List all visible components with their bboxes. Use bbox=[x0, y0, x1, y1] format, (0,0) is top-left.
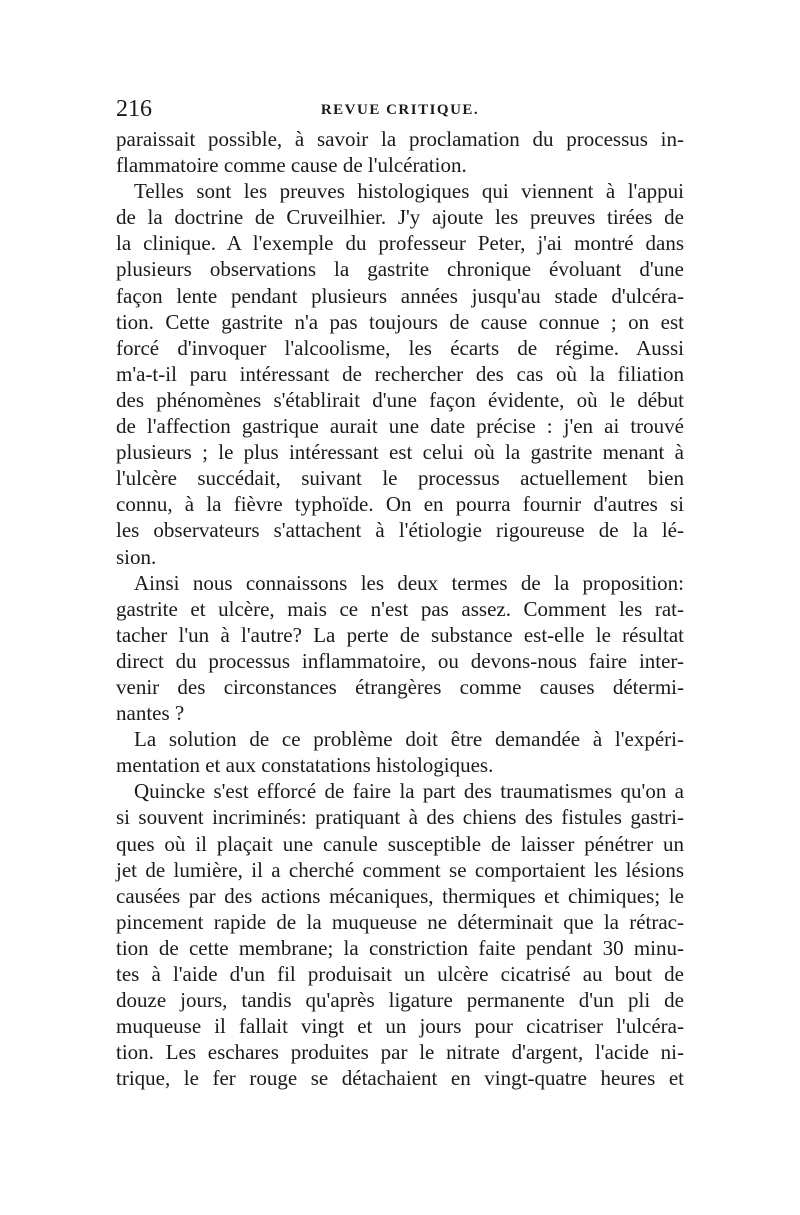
text-line: ques où il plaçait une canule susceptible de laisser pénétrer un bbox=[116, 831, 684, 856]
text-line: plusieurs ; le plus intéressant est celui où la gastrite menant à bbox=[116, 440, 684, 465]
text-line: jet de lumière, il a cherché comment se comportaient les lésions bbox=[116, 857, 684, 882]
text-line: muqueuse il fallait vingt et un jours pour cicatriser l'ulcéra- bbox=[116, 1014, 684, 1039]
text-line: tion de cette membrane; la constriction faite pendant 30 minu- bbox=[116, 935, 684, 960]
text-line: si souvent incriminés: pratiquant à des chiens des fistules gastri- bbox=[116, 805, 684, 830]
text-line: paraissait possible, à savoir la proclamation du processus in- bbox=[116, 127, 684, 151]
text-line: façon lente pendant plusieurs années jusqu'au stade d'ulcéra- bbox=[116, 283, 684, 308]
text-line: direct du processus inflammatoire, ou devons-nous faire inter- bbox=[116, 648, 684, 673]
page-header bbox=[116, 94, 684, 124]
text-line: Telles sont les preuves histologiques qui viennent à l'appui bbox=[134, 179, 684, 204]
text-line: La solution de ce problème doit être demandée à l'expéri- bbox=[134, 727, 684, 752]
text-line: des phénomènes s'établirait d'une façon évidente, où le début bbox=[116, 387, 684, 412]
text-line: Ainsi nous connaissons les deux termes de la proposition: bbox=[134, 570, 684, 595]
text-line: forcé d'invoquer l'alcoolisme, les écarts de régime. Aussi bbox=[116, 335, 684, 360]
text-line: trique, le fer rouge se détachaient en vingt-quatre heures et bbox=[116, 1066, 684, 1091]
text-line: nantes ? bbox=[116, 701, 185, 726]
text-line: Quincke s'est efforcé de faire la part des traumatismes qu'on a bbox=[134, 779, 684, 804]
text-line: mentation et aux constatations histologiques. bbox=[116, 753, 494, 778]
text-line: tion. Cette gastrite n'a pas toujours de cause connue ; on est bbox=[116, 309, 684, 334]
text-line: de l'affection gastrique aurait une date précise : j'en ai trouvé bbox=[116, 414, 684, 439]
running-title: REVUE CRITIQUE. bbox=[320, 102, 480, 118]
text-line: douze jours, tandis qu'après ligature permanente d'un pli de bbox=[116, 988, 684, 1013]
text-line: tacher l'un à l'autre? La perte de substance est-elle le résultat bbox=[116, 622, 684, 647]
text-line: m'a-t-il paru intéressant de rechercher des cas où la filiation bbox=[116, 361, 684, 386]
text-line: tes à l'aide d'un fil produisait un ulcère cicatrisé au bout de bbox=[116, 962, 684, 986]
text-line: de la doctrine de Cruveilhier. J'y ajoute les preuves tirées de bbox=[116, 205, 684, 230]
text-line: causées par des actions mécaniques, thermiques et chimiques; le bbox=[116, 883, 684, 908]
text-line: les observateurs s'attachent à l'étiologie rigoureuse de la lé- bbox=[116, 518, 684, 543]
text-line: gastrite et ulcère, mais ce n'est pas assez. Comment les rat- bbox=[116, 596, 684, 621]
text-line: l'ulcère succédait, suivant le processus actuellement bien bbox=[116, 466, 684, 491]
text-line: venir des circonstances étrangères comme causes détermi- bbox=[116, 674, 684, 699]
body-text bbox=[116, 126, 684, 1091]
text-line: la clinique. A l'exemple du professeur Peter, j'ai montré dans bbox=[116, 231, 684, 256]
text-line: flammatoire comme cause de l'ulcération. bbox=[116, 153, 467, 178]
text-line: connu, à la fièvre typhoïde. On en pourra fournir d'autres si bbox=[116, 492, 684, 517]
page-number: 216 bbox=[116, 96, 152, 122]
text-line: pincement rapide de la muqueuse ne déterminait que la rétrac- bbox=[116, 909, 684, 934]
text-line: plusieurs observations la gastrite chronique évoluant d'une bbox=[116, 257, 684, 282]
text-line: sion. bbox=[116, 544, 157, 569]
text-line: tion. Les eschares produites par le nitrate d'argent, l'acide ni- bbox=[116, 1040, 684, 1065]
